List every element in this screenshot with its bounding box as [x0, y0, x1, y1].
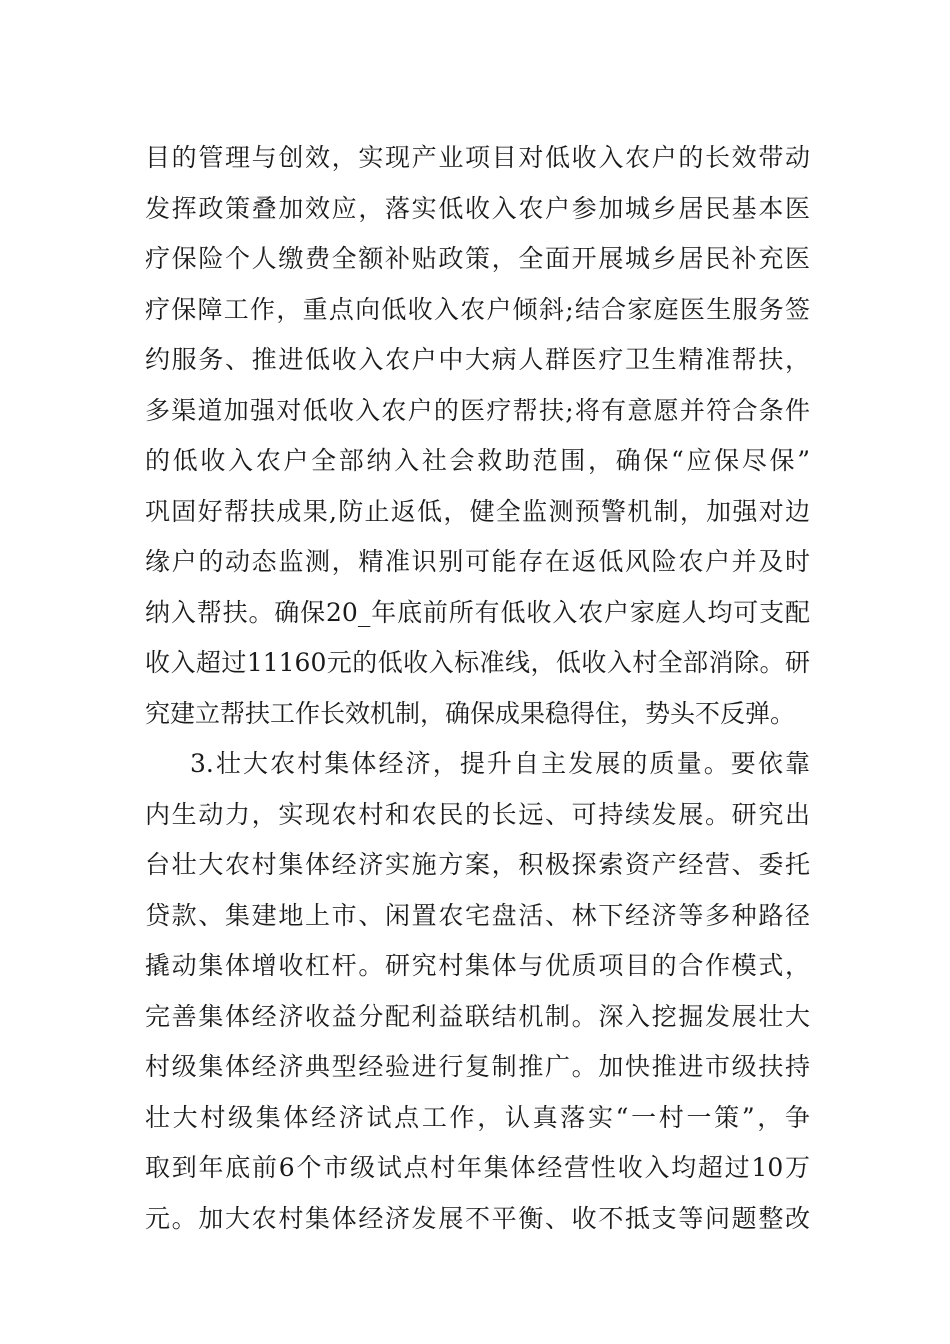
text-line: 壮大村级集体经济试点工作，认真落实“一村一策”，争: [145, 1102, 810, 1132]
text-line: 目的管理与创效，实现产业项目对低收入农户的长效带动: [145, 143, 810, 172]
text-line: 撬动集体增收杠杆。研究村集体与优质项目的合作模式，: [145, 951, 810, 980]
text-line: 内生动力，实现农村和农民的长远、可持续发展。研究出: [145, 799, 810, 829]
text-line: 台壮大农村集体经济实施方案，积极探索资产经营、委托: [145, 850, 810, 879]
text-line: 发挥政策叠加效应，落实低收入农户参加城乡居民基本医: [145, 193, 810, 223]
paragraph-end-line: 究建立帮扶工作长效机制，确保成果稳得住，势头不反弹。: [145, 698, 796, 728]
text-line: 纳入帮扶。确保20_年底前所有低收入农户家庭人均可支配: [145, 597, 810, 627]
body-text: [145, 133, 810, 1244]
text-line: 多渠道加强对低收入农户的医疗帮扶;将有意愿并符合条件: [145, 395, 810, 425]
text-line: 完善集体经济收益分配利益联结机制。深入挖掘发展壮大: [145, 1001, 810, 1031]
text-line: 收入超过11160元的低收入标准线，低收入村全部消除。研: [145, 648, 810, 677]
section-heading-line: 3.壮大农村集体经济，提升自主发展的质量。要依靠: [190, 749, 810, 778]
text-line: 巩固好帮扶成果,防止返低，健全监测预警机制，加强对边: [145, 496, 810, 526]
text-line: 的低收入农户全部纳入社会救助范围，确保“应保尽保”: [145, 446, 810, 475]
text-line: 村级集体经济典型经验进行复制推广。加快推进市级扶持: [145, 1052, 810, 1081]
text-line: 疗保险个人缴费全额补贴政策，全面开展城乡居民补充医: [145, 244, 810, 273]
text-line: 贷款、集建地上市、闲置农宅盘活、林下经济等多种路径: [145, 900, 810, 930]
text-line: 疗保障工作，重点向低收入农户倾斜;结合家庭医生服务签: [145, 294, 810, 324]
text-line: 取到年底前6个市级试点村年集体经营性收入均超过10万: [145, 1153, 810, 1182]
text-line: 约服务、推进低收入农户中大病人群医疗卫生精准帮扶，: [145, 345, 810, 374]
text-line: 元。加大农村集体经济发展不平衡、收不抵支等问题整改: [145, 1203, 810, 1233]
text-line: 缘户的动态监测，精准识别可能存在返低风险农户并及时: [145, 547, 810, 576]
